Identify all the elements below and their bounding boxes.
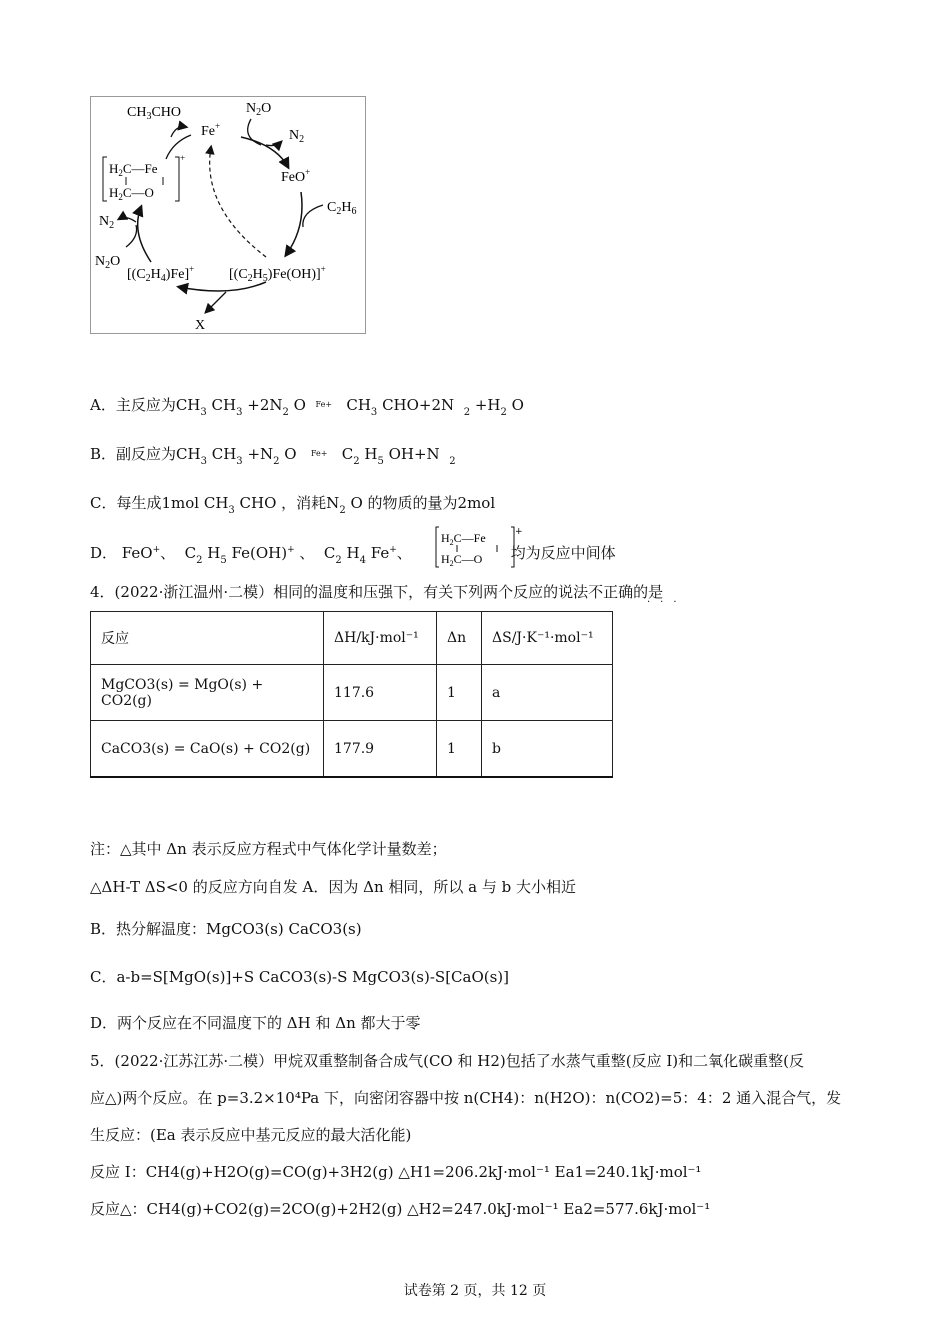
q5-reaction-2: 反应△：CH4(g)+CO2(g)=2CO(g)+2H2(g) △H2=247.0kJ·mol⁻¹ Ea2=577.6kJ·mol⁻¹ — [90, 1200, 711, 1218]
q5-reaction-1: 反应 I：CH4(g)+H2O(g)=CO(g)+3H2(g) △H1=206.2kJ·mol⁻¹ Ea1=240.1kJ·mol⁻¹ — [90, 1163, 702, 1181]
arrow-n2o-in — [248, 119, 261, 145]
svg-text:H2C—Fe: $H_2C—Fe$ — [109, 161, 158, 178]
q4-note1: 注：△其中 Δn 表示反应方程式中气体化学计量数差； — [90, 840, 447, 858]
table-cell: MgCO3(s) = MgO(s) + CO2(g) — [91, 665, 324, 721]
q3-option-d: D． FeO+、 $C_2$ $H_5$ Fe(OH)+ 、 $C_2$ $H_4$ Fe+、 $H_2C—Fe$ $H_2C—O$ + 均为反应中间体 — [90, 526, 522, 570]
q4-option-b: B．热分解温度：MgCO3(s) CaCO3(s) — [90, 920, 362, 938]
arrow-c2h4-to-ring — [138, 207, 151, 262]
label-c2h4fe: $[(C_2H_4)Fe]^+$ — [127, 264, 195, 284]
table-row — [91, 721, 613, 778]
svg-text:H2C—O: $H_2C—O$ — [441, 552, 483, 568]
arrow-c2h5-to-c2h4 — [179, 282, 266, 291]
label-feo-plus: FeO+ — [281, 167, 311, 185]
q5-line3: 生反应：(Ea 表示反应中基元反应的最大活化能) — [90, 1126, 412, 1144]
table-cell: 177.9 — [324, 721, 437, 778]
table-cell: 117.6 — [324, 665, 437, 721]
header-cell: 反应 — [91, 612, 324, 665]
page-footer: 试卷第 2 页，共 12 页 — [403, 1283, 547, 1299]
q5-line1: 5．(2022·江苏江苏·二模）甲烷双重整制备合成气(CO 和 H2)包括了水蒸气重整(反应 I)和二氧化碳重整(反 — [90, 1052, 804, 1070]
dashed-arrow — [210, 147, 266, 257]
table-cell: 1 — [437, 665, 482, 721]
arrow-fe-to-feo — [241, 137, 288, 167]
svg-text:H2C—O: $H_2C—O$ — [109, 185, 154, 202]
label-x: X — [195, 318, 206, 333]
q3-option-a: A．主反应为$CH_3$ $CH_3 +2N_2$ O $^{Fe+}$ $CH_3$ CHO+2N $_2 +H_2$ O — [90, 396, 524, 418]
label-ch3cho: $CH_3CHO$ — [127, 105, 182, 122]
arrow-ring-to-fe — [166, 135, 191, 159]
label-n2-left: $N_2$ — [99, 214, 115, 231]
q4-table — [90, 611, 613, 778]
table-cell: a — [482, 665, 613, 721]
label-n2o-top: $N_2O$ — [246, 101, 272, 118]
header-cell: Δn — [437, 612, 482, 665]
arrow-x-out — [206, 292, 226, 312]
ring-inline-icon — [435, 524, 523, 570]
q4-option-d: D．两个反应在不同温度下的 ΔH 和 Δn 都大于零 — [90, 1014, 421, 1032]
label-c2h6: $C_2H_6$ — [327, 200, 357, 217]
reaction-cycle-figure — [90, 96, 366, 334]
svg-text:H2C—Fe: $H_2C—Fe$ — [441, 531, 486, 547]
arrow-c2h6-in — [303, 205, 323, 227]
table-cell: 1 — [437, 721, 482, 778]
q4-option-c: C．a-b=S[MgO(s)]+S CaCO3(s)-S MgCO3(s)-S[CaO(s)] — [90, 968, 510, 986]
table-row — [91, 665, 613, 721]
table-cell: b — [482, 721, 613, 778]
label-n2o-left: $N_2O$ — [95, 254, 121, 271]
arrow-n2-left — [119, 218, 136, 222]
arrow-n2o-left — [126, 225, 137, 247]
cycle-diagram — [91, 97, 365, 333]
ring-intermediate — [103, 153, 185, 202]
header-cell: ΔH/kJ·mol⁻¹ — [324, 612, 437, 665]
header-cell: ΔS/J·K⁻¹·mol⁻¹ — [482, 612, 613, 665]
svg-text:+: + — [515, 527, 523, 537]
q3-option-c: C．每生成1mol $CH_3$ CHO ，消耗$N_2$ O 的物质的量为2mol — [90, 494, 496, 516]
label-n2-top: $N_2$ — [289, 128, 305, 145]
svg-text:+: + — [180, 153, 186, 163]
q3-option-b: B．副反应为$CH_3$ $CH_3 +N_2$ O $^{Fe+}$ $C_2$ $H_5$ OH+N $_2$ — [90, 445, 456, 467]
label-fe-plus: Fe+ — [201, 121, 221, 139]
q4-note2: △ΔH-T ΔS<0 的反应方向自发 A．因为 Δn 相同，所以 a 与 b 大小相近 — [90, 878, 576, 896]
label-c2h5feoh: $[(C_2H_5)Fe(OH)]^+$ — [229, 264, 326, 284]
arrow-feo-to-c2h5 — [286, 192, 302, 255]
q5-line2: 应△)两个反应。在 p=3.2×10⁴Pa 下，向密闭容器中按 n(CH4)：n(H2O)：n(CO2)=5：4：2 通入混合气，发 — [90, 1089, 842, 1107]
emphasis-dots: ··· — [647, 597, 687, 608]
table-header-row — [91, 612, 613, 665]
q4-stem: 4．(2022·浙江温州·二模）相同的温度和压强下，有关下列两个反应的说法不正确的是 — [90, 583, 664, 601]
arrow-ch3cho-out — [171, 127, 186, 137]
table-cell: CaCO3(s) = CaO(s) + CO2(g) — [91, 721, 324, 778]
arrow-n2-out — [266, 142, 281, 146]
